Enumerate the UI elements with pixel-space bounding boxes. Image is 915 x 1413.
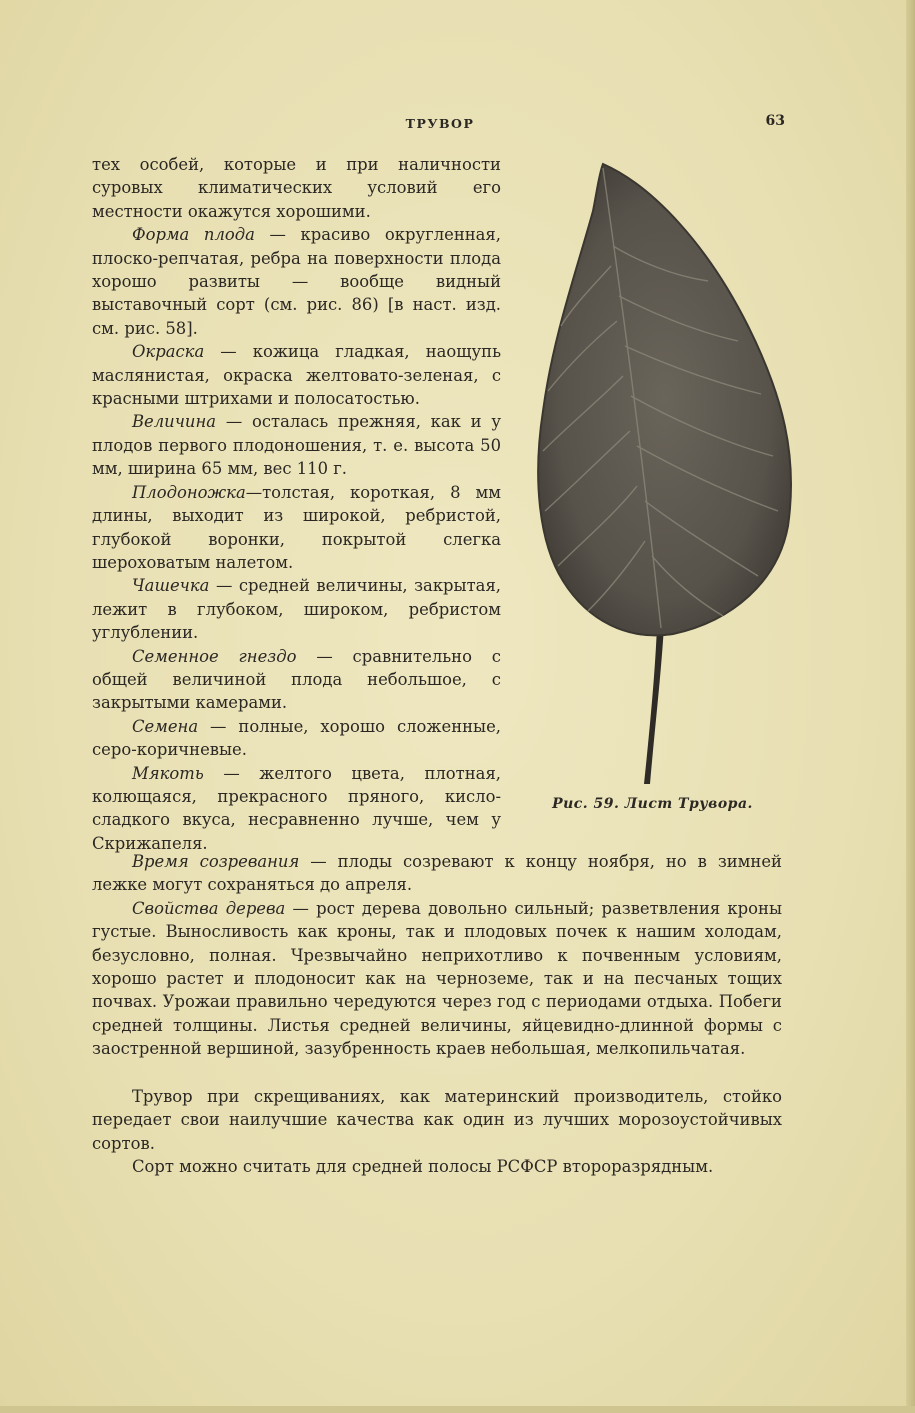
- term-seeds: Семена: [132, 716, 199, 736]
- desc-size: — осталась прежняя, как и у плодов первого плодоношения, т. е. высота 50 мм, ширина 65 мм, вес 110 г.: [92, 412, 501, 479]
- paragraph-ripening: [92, 850, 782, 897]
- full-width-block-2: [92, 1085, 782, 1155]
- desc-fruit-shape: — красиво округленная, плоско-репчатая, ребра на поверхности плода хорошо развиты — вообще видный выставочный сорт (см. рис. 86) [в наст. изд. см. рис. 58].: [92, 225, 501, 338]
- page-bottom-edge: [0, 1406, 915, 1413]
- leaf-stem-icon: [644, 626, 664, 784]
- paragraph-intro: тех особей, которые и при наличности суровых климатических условий его местности окажутся хорошими.: [92, 155, 501, 221]
- desc-coloring: — кожица гладкая, наощупь маслянистая, окраска желтовато-зеленая, с красными штрихами и полосатостью.: [92, 342, 501, 409]
- page-number: 63: [765, 113, 785, 129]
- paragraph-size: [92, 410, 501, 480]
- paragraph-calyx: [92, 574, 501, 644]
- paragraph-seed-nest: [92, 645, 501, 715]
- page-edge-shadow: [906, 0, 915, 1413]
- desc-ripening: — плоды созревают к концу ноября, но в зимней лежке могут сохраняться до апреля.: [92, 852, 782, 895]
- desc-calyx: — средней величины, закрытая, лежит в глубоком, широком, ребристом углублении.: [92, 576, 501, 643]
- running-title: ТРУВОР: [405, 116, 475, 131]
- term-coloring: Окраска: [132, 342, 205, 362]
- term-calyx: Чашечка: [132, 576, 210, 596]
- leaf-blade-icon: [538, 164, 791, 635]
- paragraph-conclusion: Сорт можно считать для средней полосы РСФСР второразрядным.: [132, 1157, 714, 1176]
- term-stalk: Плодоножка: [132, 482, 246, 502]
- term-ripening: Время созревания: [132, 852, 300, 871]
- paragraph-tree-properties: [92, 897, 782, 1061]
- paragraph-stalk: [92, 481, 501, 575]
- desc-flesh: — желтого цвета, плотная, колющаяся, прекрасного пряного, кисло-сладкого вкуса, несравненно лучше, чем у Скрижапеля.: [92, 763, 501, 853]
- full-width-block-3: [92, 1155, 782, 1178]
- left-text-column: [92, 153, 501, 855]
- paragraph-flesh: [92, 762, 501, 856]
- term-size: Величина: [132, 412, 217, 432]
- leaf-figure: [533, 156, 795, 792]
- paragraph-coloring: [92, 340, 501, 410]
- desc-seed-nest: — сравнительно с общей величиной плода небольшое, с закрытыми камерами.: [92, 646, 501, 713]
- paragraph-crossing: Трувор при скрещиваниях, как материнский производитель, стойко передает свои наилучшие качества как один из лучших морозоустойчивых сортов.: [92, 1087, 782, 1153]
- paragraph-seeds: [92, 715, 501, 762]
- desc-stalk: —толстая, короткая, 8 мм длины, выходит из широкой, ребристой, глубокой воронки, покрытой слегка шероховатым налетом.: [92, 482, 501, 572]
- paragraph-fruit-shape: [92, 223, 501, 340]
- term-seed-nest: Семенное гнездо: [132, 646, 297, 666]
- term-flesh: Мякоть: [132, 763, 204, 783]
- desc-tree-properties: — рост дерева довольно сильный; разветвления кроны густые. Выносливость как кроны, так и плодовых почек к нашим холодам, безусловно, полная. Чрезвычайно неприхотливо к почвенным условиям, хорошо растет и плодоносит как на черноземе, так и на песчаных тощих почвах. Урожаи правильно чередуются через год с периодами отдыха. Побеги средней толщины. Листья средней величины, яйцевидно-длинной формы с заостренной вершиной, зазубренность краев небольшая, мелкопильчатая.: [92, 898, 783, 1059]
- full-width-block-1: [92, 850, 782, 1061]
- desc-seeds: — полные, хорошо сложенные, серо-коричневые.: [92, 716, 501, 760]
- term-fruit-shape: Форма плода: [132, 225, 255, 245]
- figure-caption: Рис. 59. Лист Трувора.: [552, 796, 753, 812]
- term-tree-properties: Свойства дерева: [132, 898, 286, 918]
